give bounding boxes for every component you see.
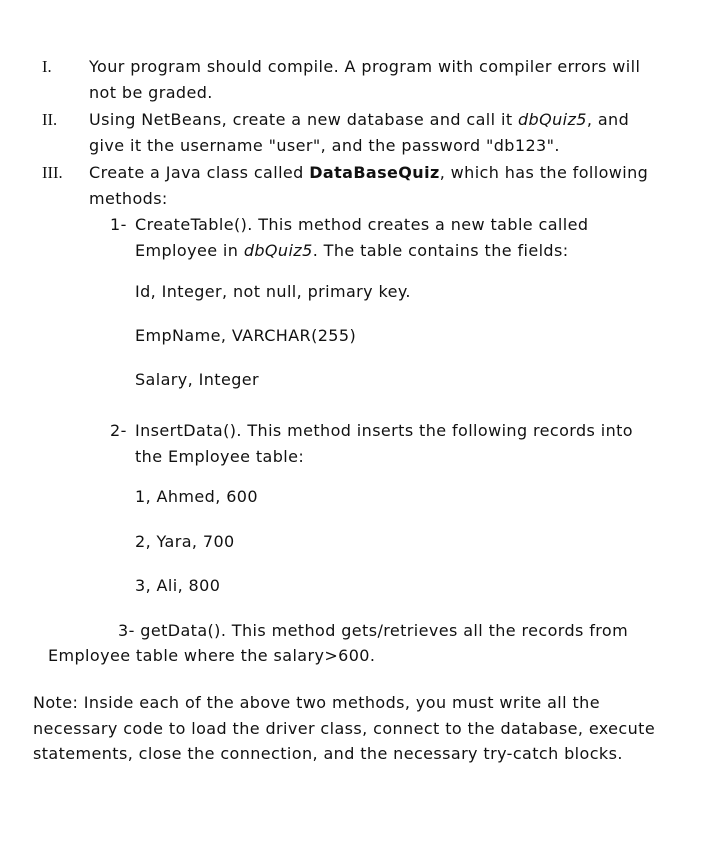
text-span: , and [586,110,630,129]
method-line: getData(). This method gets/retrieves all the records from [140,621,629,640]
field-entry: Id, Integer, not null, primary key. [135,282,411,301]
record-entry: 1, Ahmed, 600 [135,487,258,506]
class-name: DataBaseQuiz [309,163,440,182]
item-line: give it the username "user", and the password "db123". [89,135,560,155]
database-name: dbQuiz5 [518,110,587,129]
item-line [89,160,689,186]
item-numeral: III. [42,163,63,182]
method-number: 3- [118,621,135,640]
text-span: . The table contains the fields: [312,240,569,260]
item-text [89,107,689,158]
item-line: methods: [89,188,168,208]
item-line: not be graded. [89,82,213,102]
method-number: 2- [110,421,127,440]
method-line [135,238,695,264]
item-text [89,54,689,105]
item-numeral: I. [42,57,52,76]
note-line: Note: Inside each of the above two methods, you must write all the [33,693,600,712]
note-line: statements, close the connection, and the necessary try-catch blocks. [33,744,623,763]
text-span: Using NetBeans, create a new database and call it [89,110,518,129]
method-line: the Employee table: [135,446,305,466]
item-numeral: II. [42,110,58,129]
method-line: Employee table where the salary>600. [48,646,376,665]
note-line: necessary code to load the driver class, connect to the database, execute [33,718,656,738]
item-line [89,107,689,133]
text-span: Employee in [135,240,244,260]
method-line: InsertData(). This method inserts the following records into [135,421,633,440]
field-entry: EmpName, VARCHAR(255) [135,326,357,345]
record-entry: 2, Yara, 700 [135,532,235,551]
method-line: CreateTable(). This method creates a new table called [135,215,589,234]
method-get-data [118,621,628,640]
method-text [135,418,695,469]
record-entry: 3, Ali, 800 [135,576,221,595]
note-paragraph [33,690,693,767]
method-text [135,212,695,263]
item-line: Your program should compile. A program with compiler errors will [89,57,641,76]
text-span: , which has the following [439,163,649,182]
method-number: 1- [110,215,127,234]
field-entry: Salary, Integer [135,370,259,389]
database-name: dbQuiz5 [243,240,313,260]
item-text [89,160,689,211]
text-span: Create a Java class called [89,163,310,182]
